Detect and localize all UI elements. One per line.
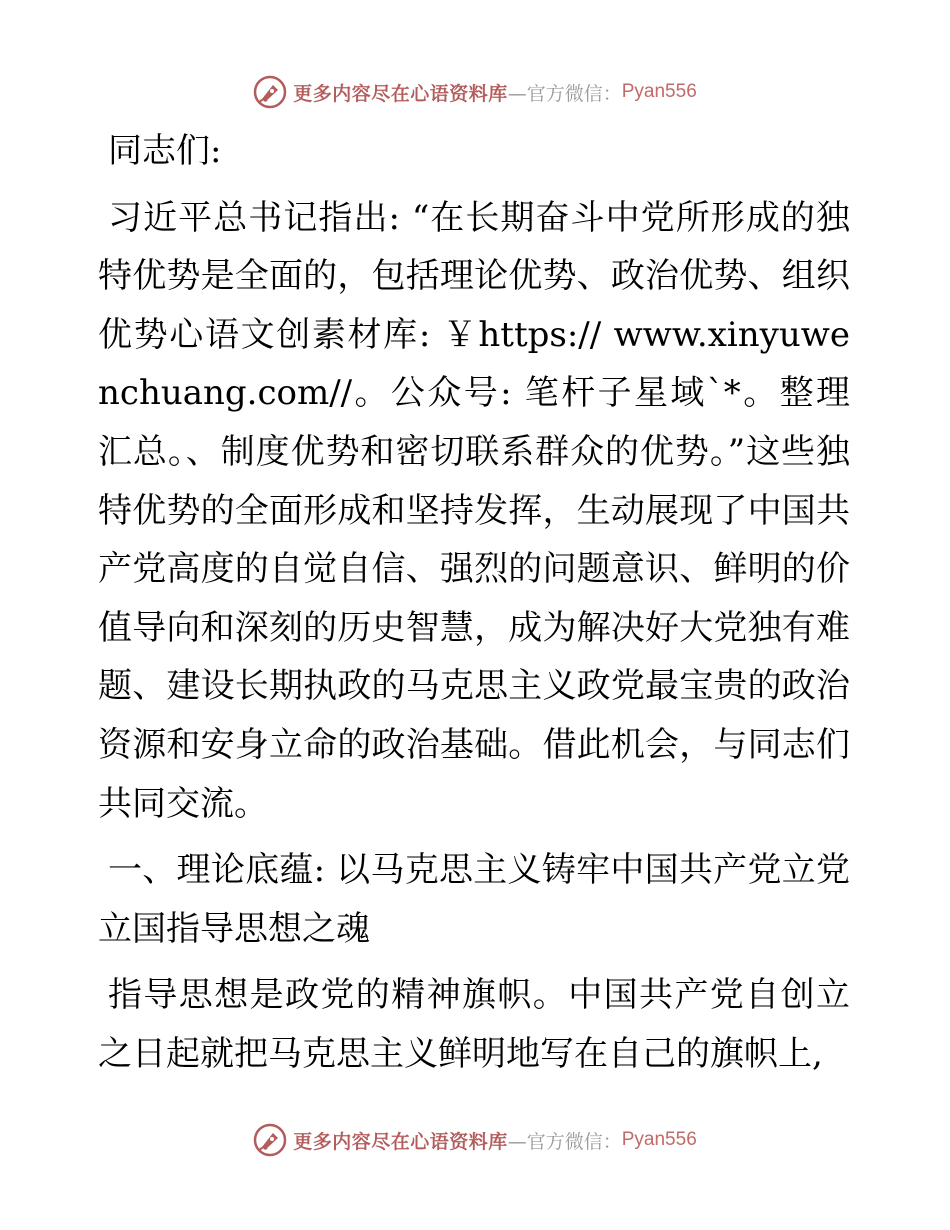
pen-nib-icon xyxy=(253,1123,287,1157)
banner-wechat-handle: Pyan556 xyxy=(621,1129,697,1150)
banner-brand-text: 更多内容尽在心语资料库 xyxy=(293,1130,508,1153)
banner-brand-text: 更多内容尽在心语资料库 xyxy=(293,82,508,105)
banner-separator-text: —官方微信： xyxy=(507,82,622,105)
banner-wechat-handle: Pyan556 xyxy=(621,81,697,102)
salutation: 同志们: xyxy=(108,131,222,171)
pen-nib-icon xyxy=(253,75,287,109)
header-watermark-banner xyxy=(0,70,950,114)
body-paragraph: 指导思想是政党的精神旗帜。中国共产党自创立之日起就把马克思主义鲜明地写在自己的旗帜上, xyxy=(98,975,850,1074)
section-heading: 一、理论底蕴: 以马克思主义铸牢中国共产党立党立国指导思想之魂 xyxy=(98,850,850,949)
document-body xyxy=(98,122,850,1084)
body-paragraph: 习近平总书记指出: “在长期奋斗中党所形成的独特优势是全面的，包括理论优势、政治优势、组织优势心语文创素材库: ￥https:// www.xinyuwenchuang.com//。公众号: 笔杆子星域`*。整理汇总。、制度优势和密切联系群众的优势。”这些独特优势的全面形成和坚持发挥，生动展现了中国共产党高度的自觉自信、强烈的问题意识、鲜明的价值导向和深刻的历史智慧，成为解决好大党独有难题、建设长期执政的马克思主义政党最宝贵的政治资源和安身立命的政治基础。借此机会，与同志们共同交流。 xyxy=(98,197,850,824)
banner-separator-text: —官方微信： xyxy=(507,1130,622,1153)
footer-watermark-banner xyxy=(0,1118,950,1162)
